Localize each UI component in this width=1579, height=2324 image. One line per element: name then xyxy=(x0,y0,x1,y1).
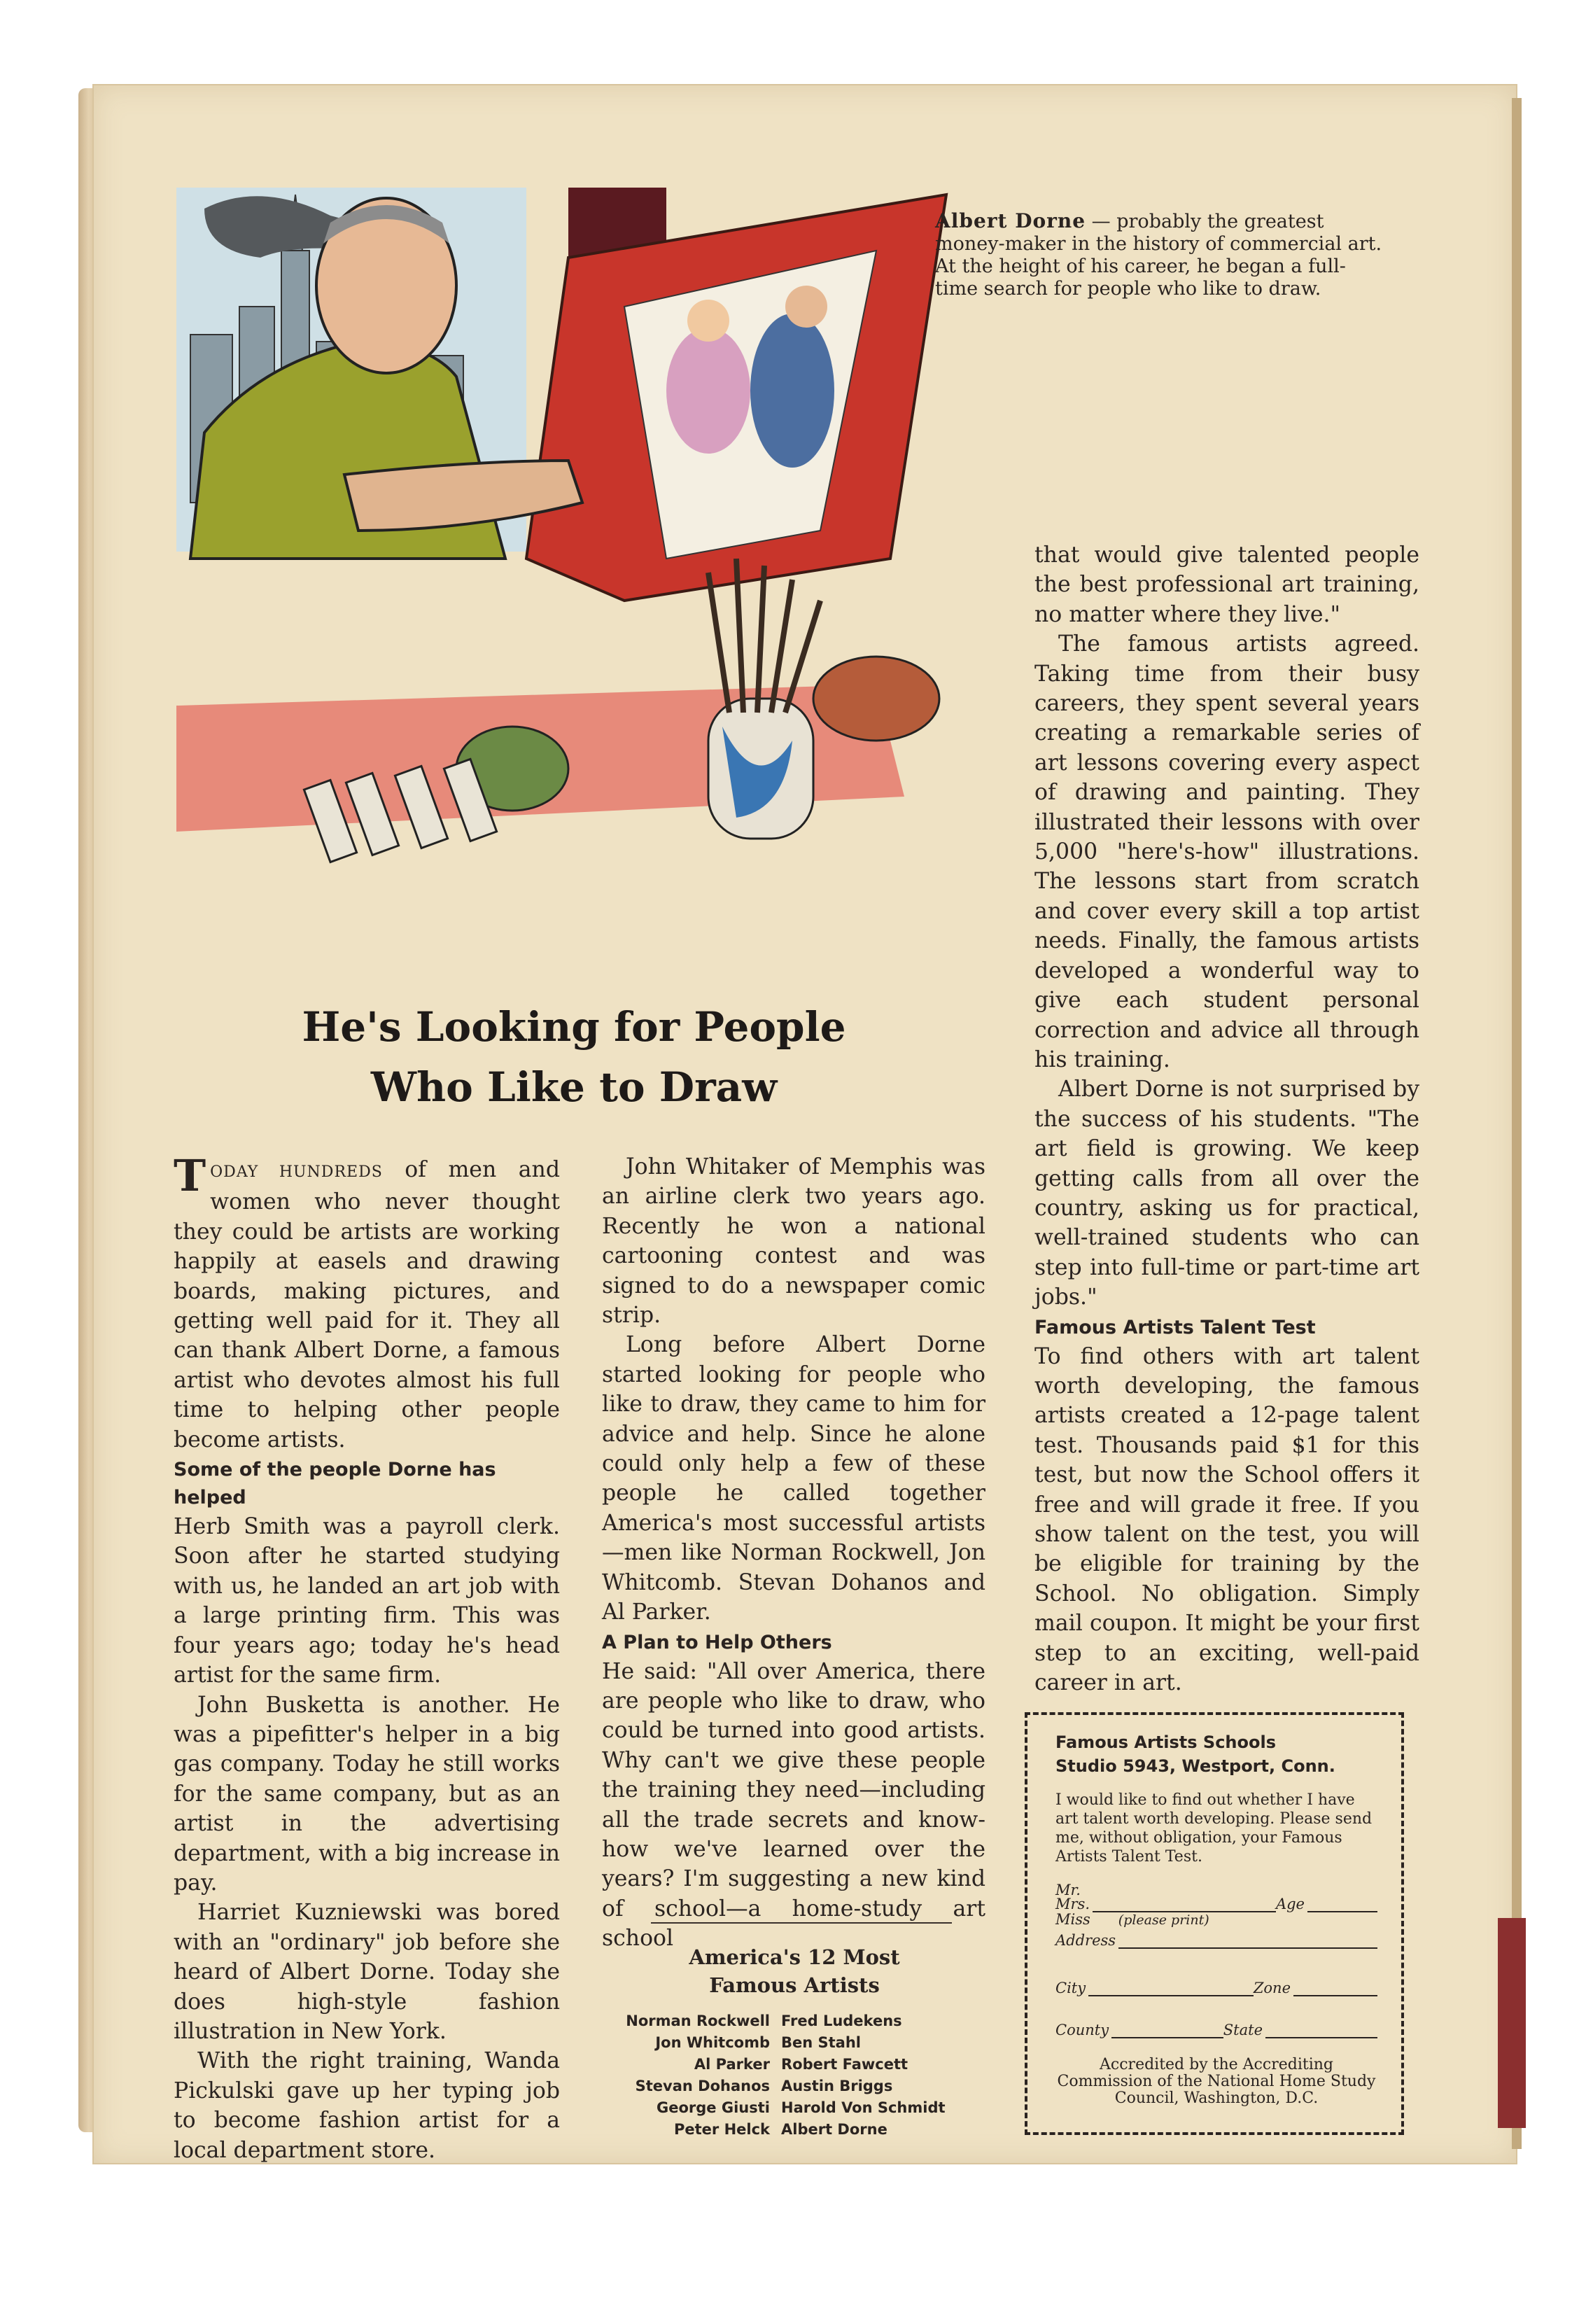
county-line[interactable] xyxy=(1111,2024,1223,2038)
artist-name: Jon Whitcomb xyxy=(655,2034,770,2051)
famous-artists-title xyxy=(602,1943,987,1999)
mail-coupon[interactable] xyxy=(1025,1712,1404,2135)
famous-artists-title-line-1: America's 12 Most xyxy=(689,1945,900,1969)
paragraph: that would give talented people the best professional art training, no matter where they live." xyxy=(1034,542,1419,627)
city-line[interactable] xyxy=(1088,1982,1254,1996)
list-item xyxy=(588,2076,994,2097)
address-line[interactable] xyxy=(1118,1935,1377,1949)
divider xyxy=(651,1922,952,1924)
artist-name: Albert Dorne xyxy=(781,2121,887,2138)
paragraph: Albert Dorne is not surprised by the success of his students. "The art field is growing. We keep getting calls from all over the country, asking us for practical, well-trained students who can step into full-time or part-time art jobs." xyxy=(1034,1077,1419,1310)
coupon-studio-address: Studio 5943, Westport, Conn. xyxy=(1055,1756,1335,1776)
article-column-3 xyxy=(1034,540,1419,1698)
age-line[interactable] xyxy=(1307,1898,1377,1912)
mrs-age-field[interactable] xyxy=(1055,1896,1377,1912)
name-line[interactable] xyxy=(1093,1898,1276,1912)
accreditation-note: Accredited by the Accrediting Commission of the National Home Study Council, Washington, D.C. xyxy=(1057,2056,1376,2107)
list-item xyxy=(588,2010,994,2032)
albert-dorne-illustration xyxy=(176,167,960,986)
subheading: A Plan to Help Others xyxy=(602,1631,832,1653)
county-label: County xyxy=(1055,2022,1109,2038)
paragraph-text: of men and women who never thought they could be artists are working happily at easels and drawing boards, making pictures, and getting well paid for it. They all can thank Albert Dorne, a famous artist who devotes almost his full time to helping other people become artists. xyxy=(174,1157,560,1452)
mr-label: Mr. xyxy=(1055,1882,1081,1898)
famous-artists-list xyxy=(588,2010,994,2141)
paragraph: To find others with art talent worth developing, the famous artists created a 12-page talent test. Thousands paid $1 for this test, but now the School offers it free and will grade it free. If you show talent on the test, you will be eligible for training by the School. No obligation. Simply mail coupon. It might be your first step to an exciting, well-paid career in art. xyxy=(1034,1343,1419,1696)
zone-line[interactable] xyxy=(1293,1982,1377,1996)
list-item xyxy=(588,2054,994,2076)
page-edge xyxy=(1512,98,1522,2149)
artist-name: Peter Helck xyxy=(673,2121,770,2138)
mrs-label: Mrs. xyxy=(1055,1896,1090,1912)
state-label: State xyxy=(1223,2022,1263,2038)
address-field[interactable] xyxy=(1055,1932,1377,1949)
artist-name: Al Parker xyxy=(694,2056,770,2073)
miss-field xyxy=(1055,1911,1377,1928)
artist-name: George Giusti xyxy=(657,2099,770,2116)
subheading: Some of the people Dorne has helped xyxy=(174,1459,496,1509)
paragraph: Long before Albert Dorne started looking for people who like to draw, they came to him for advice and help. Since he alone could only help a few of these people he called together America's most successful artists —men like Norman Rockwell, Jon Whitcomb. Stevan Dohanos and Al Parker. xyxy=(602,1332,985,1625)
artist-name: Austin Briggs xyxy=(781,2078,893,2094)
list-item xyxy=(588,2119,994,2141)
artist-name: Harold Von Schmidt xyxy=(781,2099,946,2116)
subheading: Famous Artists Talent Test xyxy=(1034,1316,1316,1338)
please-print-note: (please print) xyxy=(1118,1912,1209,1928)
coupon-body: I would like to find out whether I have art talent worth developing. Please send me, without obligation, your Famous Artists Talent Test. xyxy=(1055,1791,1373,1865)
cover-edge-red xyxy=(1498,1918,1526,2128)
paragraph: John Whitaker of Memphis was an airline clerk two years ago. Recently he won a national cartooning contest and was signed to do a newspaper comic strip. xyxy=(602,1154,985,1329)
paragraph: The famous artists agreed. Taking time from their busy careers, they spent several years creating a remarkable series of art lessons covering every aspect of drawing and painting. They illustrated their lessons with over 5,000 "here's-how" illustrations. The lessons start from scratch and cover every skill a top artist needs. Finally, the famous artists developed a wonderful way to give each student personal correction and advice all through his training. xyxy=(1034,631,1419,1072)
miss-label: Miss xyxy=(1055,1911,1090,1928)
artist-name: Stevan Dohanos xyxy=(635,2078,770,2094)
illustration-caption xyxy=(935,210,1383,300)
artist-name: Robert Fawcett xyxy=(781,2056,908,2073)
article-column-1 xyxy=(174,1150,560,2165)
caption-name: Albert Dorne xyxy=(935,209,1086,232)
article-column-2 xyxy=(602,1152,985,1954)
zone-label: Zone xyxy=(1253,1980,1291,1996)
city-label: City xyxy=(1055,1980,1086,1996)
list-item xyxy=(588,2032,994,2054)
paragraph: Harriet Kuzniewski was bored with an "ordinary" job before she heard of Albert Dorne. Today she does high-style fashion illustration in New York. xyxy=(174,1900,560,2044)
headline xyxy=(210,997,938,1117)
paragraph: With the right training, Wanda Pickulski gave up her typing job to become fashion artist for a local department store. xyxy=(174,2048,560,2163)
age-label: Age xyxy=(1275,1896,1305,1912)
paragraph: He said: "All over America, there are people who like to draw, who could be turned into good artists. Why can't we give these people the training they need—including all the trade secrets and know-how we've learned over the years? I'm suggesting a new kind of school—a home-study art school xyxy=(602,1658,985,1952)
famous-artists-title-line-2: Famous Artists xyxy=(709,1973,880,1997)
lead-smallcaps: ODAY HUNDREDS xyxy=(210,1163,383,1181)
address-label: Address xyxy=(1055,1932,1116,1949)
headline-line-2: Who Like to Draw xyxy=(370,1063,778,1111)
headline-line-1: He's Looking for People xyxy=(302,1003,846,1051)
artist-name: Ben Stahl xyxy=(781,2034,861,2051)
county-state-field[interactable] xyxy=(1055,2022,1377,2038)
drop-cap: T xyxy=(174,1150,206,1201)
artist-name: Fred Ludekens xyxy=(781,2012,902,2029)
city-zone-field[interactable] xyxy=(1055,1980,1377,1996)
caption-text: — probably the greatest money-maker in the history of commercial art. At the height of his career, he began a full-time search for people who like to draw. xyxy=(935,211,1382,300)
paragraph xyxy=(174,1150,560,1455)
paragraph: John Busketta is another. He was a pipefitter's helper in a big gas company. Today he still works for the same company, but as an artist in the advertising department, with a big increase in pay. xyxy=(174,1692,560,1896)
state-line[interactable] xyxy=(1265,2024,1377,2038)
list-item xyxy=(588,2097,994,2119)
paragraph: Herb Smith was a payroll clerk. Soon after he started studying with us, he landed an art job with a large printing firm. This was four years ago; today he's head artist for the same firm. xyxy=(174,1514,560,1688)
artist-name: Norman Rockwell xyxy=(626,2012,770,2029)
coupon-school-name: Famous Artists Schools xyxy=(1055,1732,1276,1752)
